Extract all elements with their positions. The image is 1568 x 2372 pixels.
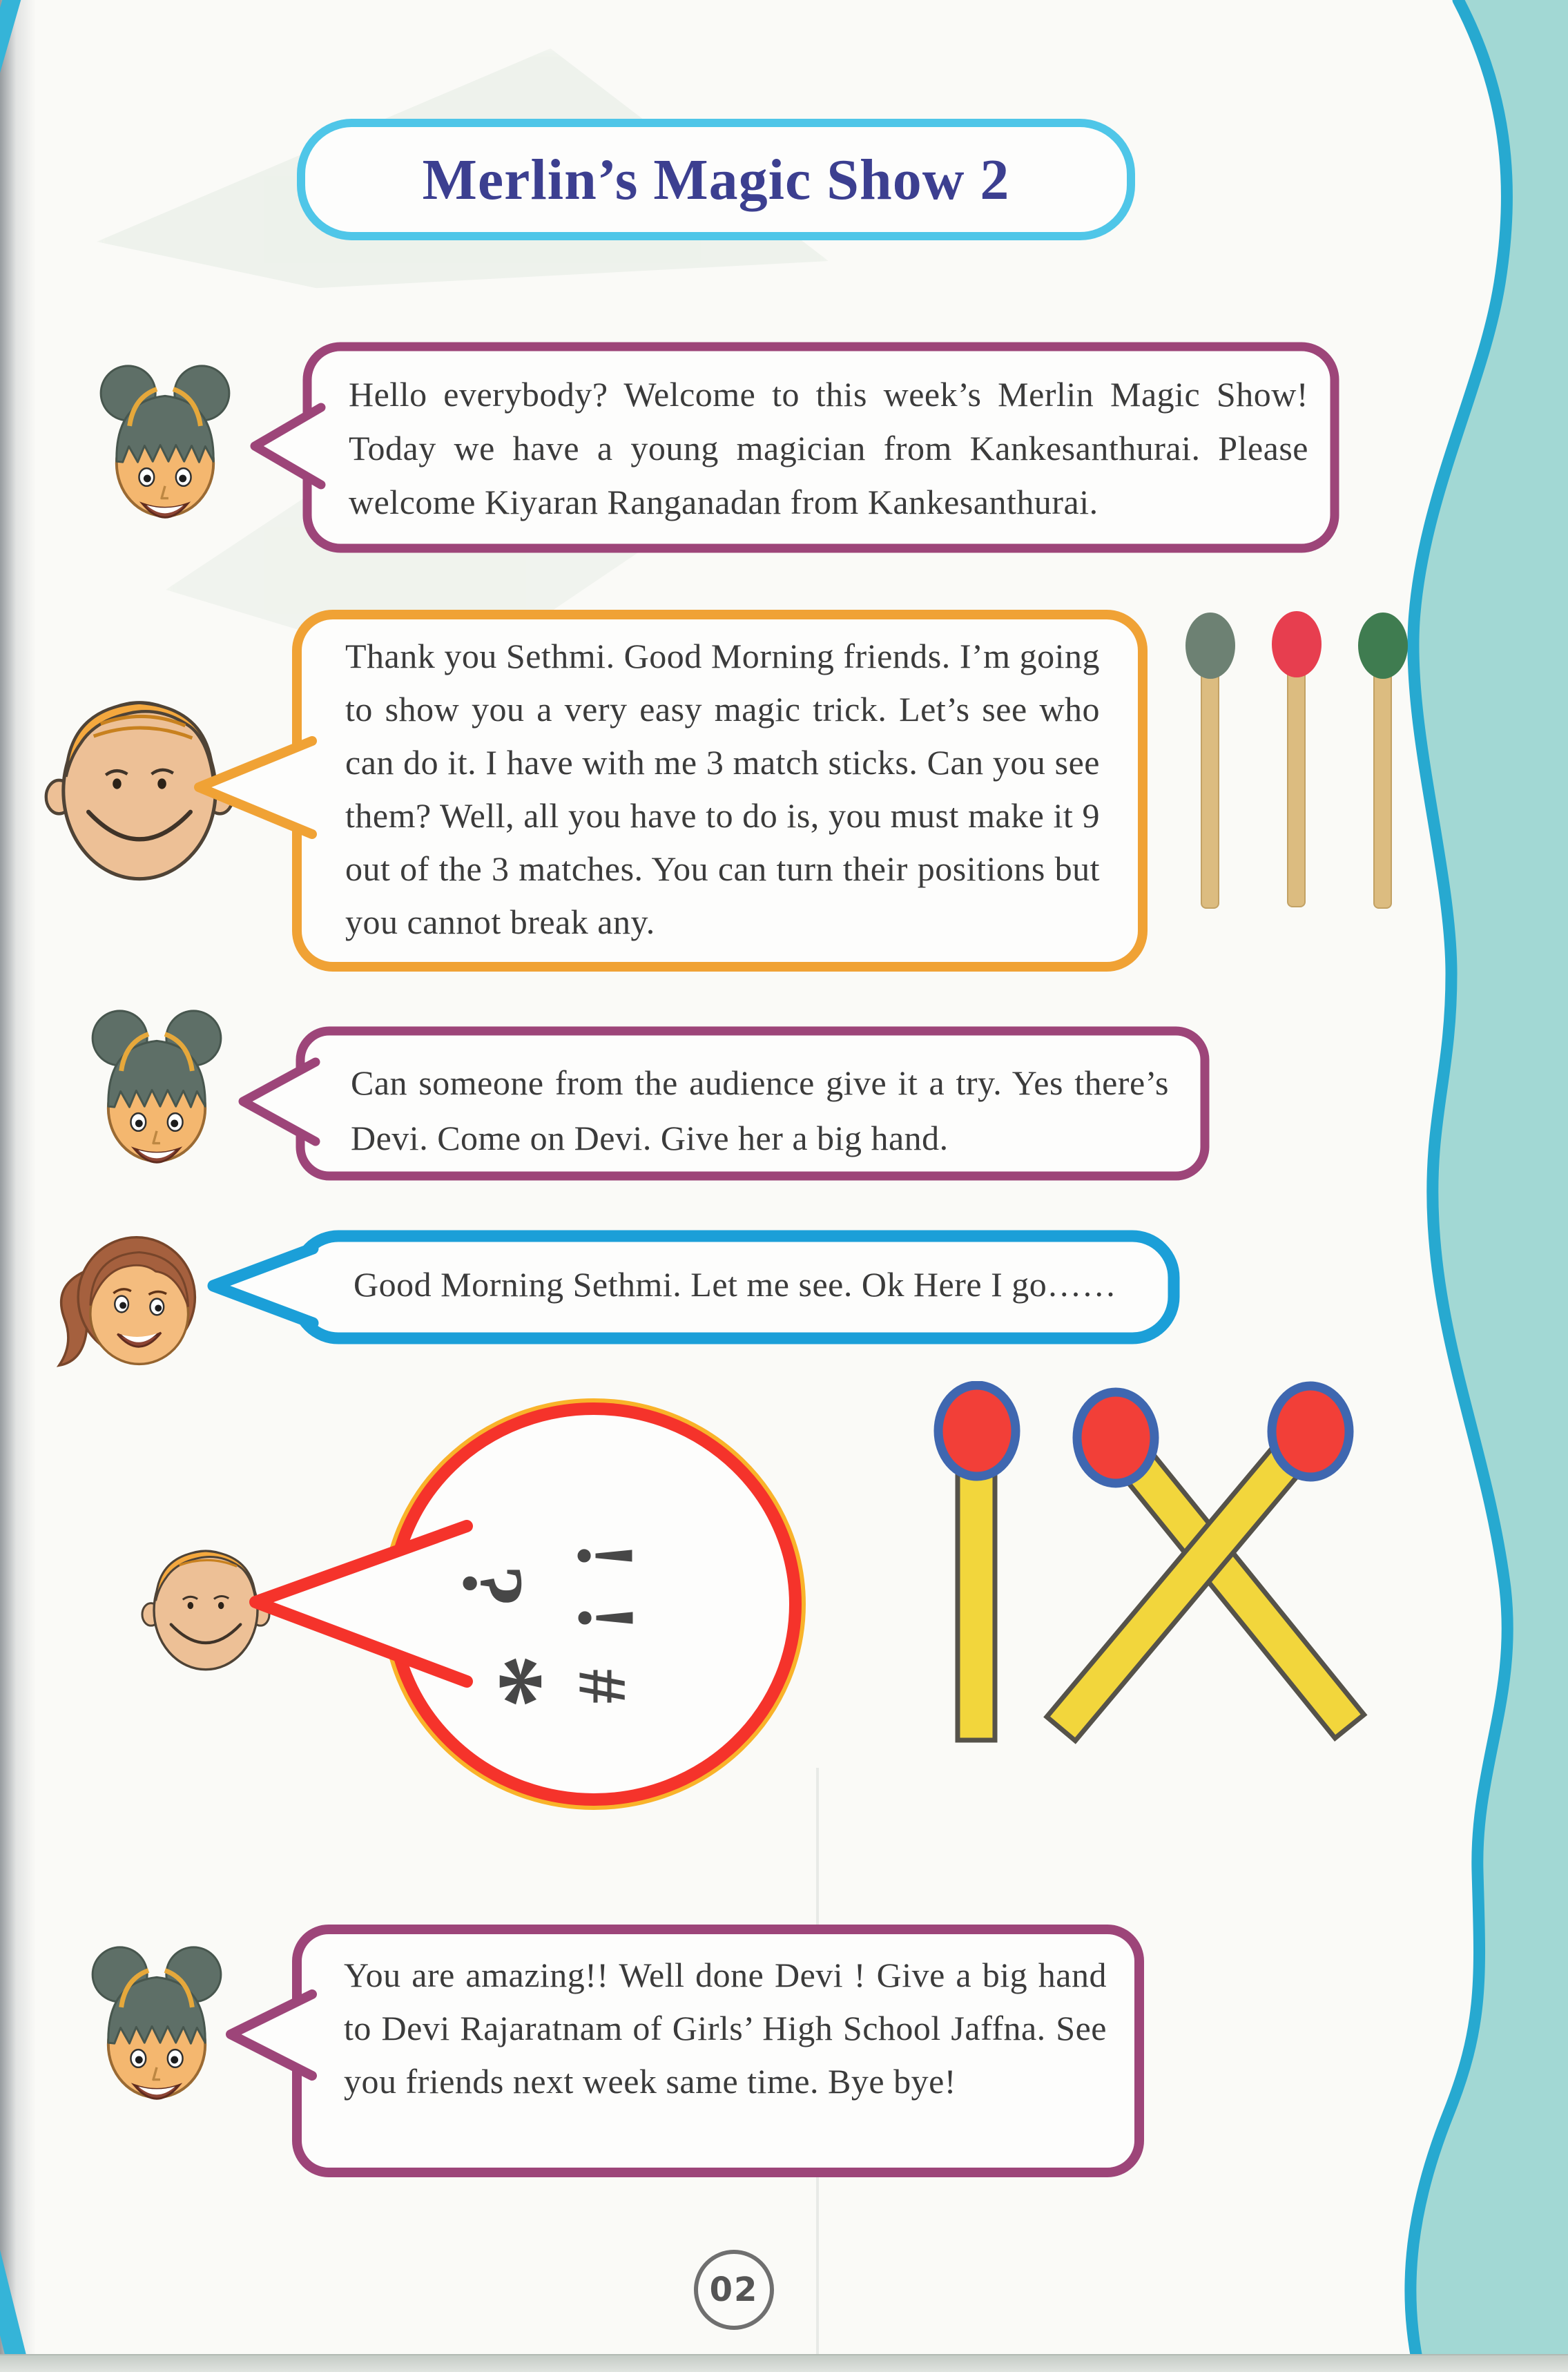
page-bottom-edge [0,2354,1568,2372]
symbol-cluster [235,1395,980,1826]
avatar-devi [41,1224,211,1384]
exclamation-symbol: ! [561,1604,652,1632]
page-binding-shadow [0,0,36,2372]
dialogue-text: Thank you Sethmi. Good Morning friends. I’m going to show you a very easy magic trick. Let’s see who can do it. I have with me 3 match sticks. Can you see them? Well, all you have to do is, you must make it 9 out of the 3 matches. You can turn their positions but you cannot break any. [345,637,1100,941]
dialogue-text: You are amazing!! Well done Devi ! Give a big hand to Devi Rajaratnam of Girls’ High School Jaffna. See you friends next week same time. Bye bye! [344,1956,1107,2101]
lesson-title-box [297,119,1135,240]
question-mark-symbol: ? [445,1564,541,1608]
matchstick-red-head [1266,610,1328,914]
avatar-sethmi [88,1939,225,2113]
dialogue-text: Hello everybody? Welcome to this week’s Merlin Magic Show! Today we have a young magician from Kankesanthurai. Please welcome Kiyaran Ranganadan from Kankesanthurai. [349,375,1308,521]
asterisk-symbol: * [444,1654,568,1709]
page-number: 02 [709,2270,759,2309]
matchstick-green-head [1352,611,1414,915]
dialogue-text: Good Morning Sethmi. Let me see. Ok Here I go…… [354,1265,1117,1304]
exclamation-symbol: ! [561,1542,651,1570]
page-number-badge [694,2250,774,2330]
page-title: Merlin’s Magic Show 2 [422,147,1010,212]
avatar-sethmi [88,1003,225,1177]
hash-symbol: # [564,1669,641,1704]
avatar-sethmi [97,358,233,532]
matchstick-gray-head [1179,611,1241,915]
dialogue-text: Can someone from the audience give it a try. Yes there’s Devi. Come on Devi. Give her a big hand. [351,1063,1169,1157]
matchsticks-roman-nine [918,1381,1402,1768]
